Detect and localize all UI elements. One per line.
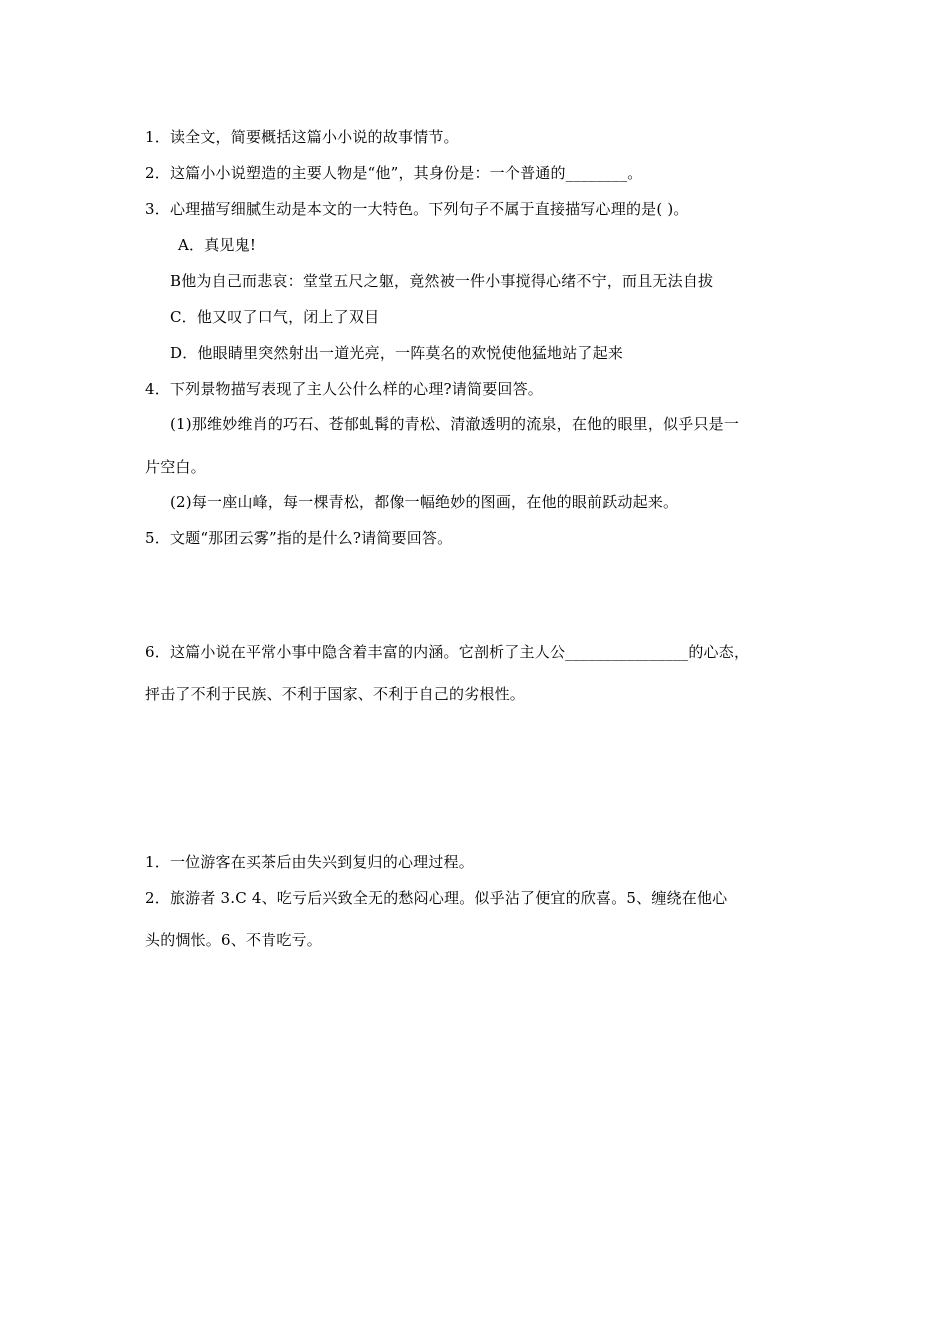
question-3-option-a: A．真见鬼! (178, 236, 257, 254)
question-4-part-1-continued: 片空白。 (145, 458, 206, 476)
question-4: 4．下列景物描写表现了主人公什么样的心理?请简要回答。 (145, 380, 543, 398)
question-3-option-d: D．他眼睛里突然射出一道光亮，一阵莫名的欢悦使他猛地站了起来 (170, 344, 624, 362)
question-6-continued: 抨击了不利于民族、不利于国家、不利于自己的劣根性。 (145, 685, 526, 703)
answer-1: 1．一位游客在买茶后由失兴到复归的心理过程。 (145, 853, 474, 871)
question-3-option-b: B他为自己而悲哀：堂堂五尺之躯，竟然被一件小事搅得心绪不宁，而且无法自拔 (170, 272, 714, 290)
question-6: 6．这篇小说在平常小事中隐含着丰富的内涵。它剖析了主人公________________的心态， (145, 643, 750, 661)
question-5: 5．文题“那团云雾”指的是什么?请简要回答。 (145, 529, 453, 547)
answer-2-continued: 头的惆怅。6、不肯吃亏。 (145, 931, 322, 949)
question-2: 2．这篇小小说塑造的主要人物是“他”，其身份是：一个普通的________。 (145, 164, 643, 182)
question-3-option-c: C．他又叹了口气，闭上了双目 (170, 308, 380, 326)
question-4-part-2: (2)每一座山峰，每一棵青松，都像一幅绝妙的图画，在他的眼前跃动起来。 (170, 493, 679, 511)
answer-2: 2．旅游者 3.C 4、吃亏后兴致全无的愁闷心理。似乎沾了便宜的欣喜。5、缠绕在他心 (145, 889, 728, 907)
question-3: 3．心理描写细腻生动是本文的一大特色。下列句子不属于直接描写心理的是( )。 (145, 200, 689, 218)
question-1: 1．读全文，简要概括这篇小小说的故事情节。 (145, 128, 459, 146)
question-4-part-1: (1)那维妙维肖的巧石、苍郁虬髯的青松、清澈透明的流泉，在他的眼里，似乎只是一 (170, 415, 740, 433)
